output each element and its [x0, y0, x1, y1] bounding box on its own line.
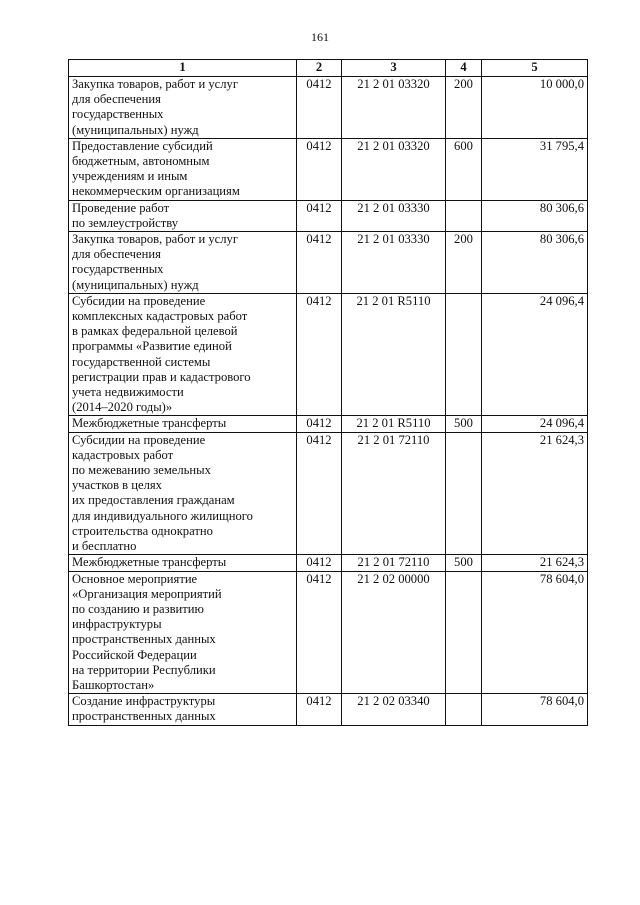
row-name-line: их предоставления гражданам	[72, 493, 235, 508]
row-name-line: для индивидуального жилищного	[72, 508, 253, 523]
row-code-cell: 21 2 01 03330	[342, 232, 446, 294]
table-row	[69, 571, 588, 694]
row-type-cell	[446, 694, 482, 725]
row-name-line: Межбюджетные трансферты	[72, 555, 227, 570]
row-name-cell	[69, 416, 297, 432]
row-section-cell: 0412	[297, 200, 342, 231]
table-row	[69, 555, 588, 571]
row-section-cell: 0412	[297, 432, 342, 555]
row-code-cell: 21 2 01 03320	[342, 138, 446, 200]
row-code-cell: 21 2 02 03340	[342, 694, 446, 725]
row-name-line: комплексных кадастровых работ	[72, 309, 248, 324]
row-name-cell	[69, 555, 297, 571]
row-name-line: Межбюджетные трансферты	[72, 416, 227, 431]
row-type-cell: 200	[446, 77, 482, 139]
row-name-line: «Организация мероприятий	[72, 586, 222, 601]
row-type-cell	[446, 200, 482, 231]
row-section-cell: 0412	[297, 77, 342, 139]
row-name-line: по созданию и развитию	[72, 601, 204, 616]
row-name-line: некоммерческим организациям	[72, 184, 240, 199]
page-number: 161	[311, 30, 329, 44]
row-name-line: Закупка товаров, работ и услуг	[72, 77, 238, 91]
row-name-line: и бесплатно	[72, 539, 137, 554]
row-section-cell: 0412	[297, 555, 342, 571]
row-name-cell	[69, 77, 297, 139]
row-code-cell: 21 2 01 03330	[342, 200, 446, 231]
row-amount-cell: 78 604,0	[482, 694, 588, 725]
row-name-line: Российской Федерации	[72, 647, 197, 662]
row-name-line: (муниципальных) нужд	[72, 277, 199, 292]
row-name-cell	[69, 432, 297, 555]
row-name-line: в рамках федеральной целевой	[72, 324, 238, 339]
header-col-5: 5	[482, 60, 588, 77]
row-name-line: регистрации прав и кадастрового	[72, 369, 251, 384]
row-type-cell: 200	[446, 232, 482, 294]
row-name-line: государственных	[72, 107, 164, 122]
row-name-line: по землеустройству	[72, 215, 179, 230]
row-amount-cell: 80 306,6	[482, 232, 588, 294]
row-code-cell: 21 2 01 72110	[342, 555, 446, 571]
row-name-line: для обеспечения	[72, 92, 161, 107]
row-code-cell: 21 2 01 R5110	[342, 293, 446, 416]
row-amount-cell: 24 096,4	[482, 293, 588, 416]
header-col-3: 3	[342, 60, 446, 77]
row-name-line: (2014–2020 годы)»	[72, 400, 173, 415]
row-name-line: строительства однократно	[72, 523, 213, 538]
row-name-line: Предоставление субсидий	[72, 138, 213, 153]
row-name-line: для обеспечения	[72, 247, 161, 262]
row-name-line: пространственных данных	[72, 709, 216, 724]
row-name-line: Закупка товаров, работ и услуг	[72, 232, 238, 247]
budget-table	[68, 59, 588, 726]
row-code-cell: 21 2 01 R5110	[342, 416, 446, 432]
row-code-cell: 21 2 01 72110	[342, 432, 446, 555]
row-section-cell: 0412	[297, 571, 342, 694]
row-name-line: Субсидии на проведение	[72, 293, 206, 308]
row-name-line: Проведение работ	[72, 200, 170, 215]
row-name-line: по межеванию земельных	[72, 463, 211, 478]
row-name-cell	[69, 200, 297, 231]
row-name-line: Башкортостан»	[72, 677, 155, 692]
row-amount-cell: 78 604,0	[482, 571, 588, 694]
header-col-4: 4	[446, 60, 482, 77]
row-name-line: учреждениям и иным	[72, 169, 188, 184]
row-amount-cell: 31 795,4	[482, 138, 588, 200]
row-name-line: программы «Развитие единой	[72, 339, 232, 354]
row-name-cell	[69, 694, 297, 725]
header-col-1: 1	[69, 60, 297, 77]
row-type-cell	[446, 571, 482, 694]
row-name-line: государственной системы	[72, 354, 211, 369]
row-code-cell: 21 2 01 03320	[342, 77, 446, 139]
table-row	[69, 293, 588, 416]
row-name-line: инфраструктуры	[72, 617, 162, 632]
row-name-line: кадастровых работ	[72, 447, 174, 462]
row-name-cell	[69, 232, 297, 294]
row-amount-cell: 80 306,6	[482, 200, 588, 231]
table-row	[69, 694, 588, 725]
row-section-cell: 0412	[297, 232, 342, 294]
table-row	[69, 232, 588, 294]
table-row	[69, 416, 588, 432]
row-name-line: Основное мероприятие	[72, 571, 198, 586]
row-name-line: Создание инфраструктуры	[72, 694, 216, 709]
row-type-cell: 500	[446, 416, 482, 432]
row-amount-cell: 10 000,0	[482, 77, 588, 139]
row-code-cell: 21 2 02 00000	[342, 571, 446, 694]
row-section-cell: 0412	[297, 694, 342, 725]
row-name-line: Субсидии на проведение	[72, 432, 206, 447]
row-section-cell: 0412	[297, 138, 342, 200]
row-type-cell: 500	[446, 555, 482, 571]
row-section-cell: 0412	[297, 416, 342, 432]
header-col-2: 2	[297, 60, 342, 77]
row-name-line: учета недвижимости	[72, 385, 184, 400]
row-name-line: на территории Республики	[72, 662, 216, 677]
row-name-cell	[69, 571, 297, 694]
row-name-line: (муниципальных) нужд	[72, 122, 199, 137]
table-row	[69, 77, 588, 139]
row-name-cell	[69, 138, 297, 200]
row-section-cell: 0412	[297, 293, 342, 416]
table-row	[69, 200, 588, 231]
row-name-line: пространственных данных	[72, 632, 216, 647]
table-body	[69, 77, 588, 726]
row-name-cell	[69, 293, 297, 416]
row-name-line: государственных	[72, 262, 164, 277]
row-type-cell	[446, 432, 482, 555]
row-type-cell: 600	[446, 138, 482, 200]
row-type-cell	[446, 293, 482, 416]
header-row	[69, 60, 588, 77]
row-amount-cell: 21 624,3	[482, 432, 588, 555]
table-row	[69, 138, 588, 200]
row-amount-cell: 24 096,4	[482, 416, 588, 432]
row-name-line: бюджетным, автономным	[72, 154, 210, 169]
row-name-line: участков в целях	[72, 478, 162, 493]
table-row	[69, 432, 588, 555]
row-amount-cell: 21 624,3	[482, 555, 588, 571]
table-header	[69, 60, 588, 77]
